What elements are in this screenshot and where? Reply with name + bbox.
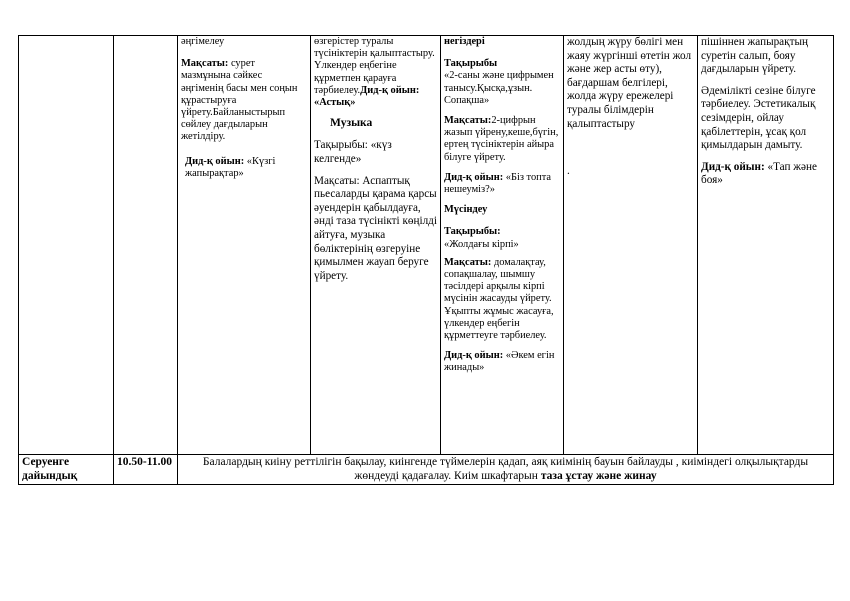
walk-prep-label: Серуенге дайындық	[19, 455, 114, 485]
col5-topic-label: Тақырыбы	[444, 58, 498, 70]
col5-game2-label: Дид-қ ойын:	[444, 350, 504, 362]
col4-topic	[314, 139, 437, 166]
walk-prep-text-bold: таза ұстау және жинау	[540, 470, 657, 482]
row1-col4	[311, 36, 441, 455]
row1-col6	[564, 36, 698, 455]
col7-text2: Әдемілікті сезіне білуге тәрбиелеу. Эстетикалық сезімдерін, ойлау қабілеттерін, ұсақ қол қимылдарын дамыту.	[701, 84, 816, 152]
col4-topic-text: «күз келгенде»	[314, 139, 392, 166]
walk-prep-description	[178, 455, 834, 485]
col3-line1: әңгімелеу	[181, 36, 225, 47]
col5-topic2-label: Тақырыбы:	[444, 226, 501, 238]
col4-music-title: Музыка	[330, 117, 373, 130]
row1-col1	[19, 36, 114, 455]
col5-goal	[444, 115, 560, 164]
col5-topic	[444, 58, 560, 107]
col4-topic-label: Тақырыбы:	[314, 139, 368, 152]
col3-game-label: Дид-қ ойын:	[185, 155, 245, 167]
col5-game2-text: «Әкем егін жинады»	[444, 350, 555, 374]
table-row-activities	[19, 36, 834, 455]
col5-goal2-text: домалақтау, сопақшалау, шымшу тәсілдері арқылы кірпі мүсінін жасауды үйрету. Ұқыпты жұмыс жасауға, үлкендер еңбегін құрметтеуге тәрбиелеу.	[444, 256, 554, 342]
col7-game	[701, 161, 830, 188]
col3-goal-label: Мақсаты:	[181, 58, 229, 70]
walk-prep-time: 10.50-11.00	[114, 455, 178, 485]
row1-col3	[178, 36, 311, 455]
col4-intro-text: өзгерістер туралы түсініктерін қалыптастыру. Үлкендер еңбегіне құрметпен қарауға тәрбиелеу.	[314, 36, 435, 96]
col5-heading: негіздері	[444, 36, 485, 47]
col5-game-text: «Біз топта нешеуміз?»	[444, 171, 551, 196]
col5-modeling-title: Мүсіндеу	[444, 204, 488, 216]
col5-topic-text: «2-саны және цифрымен танысу.Қысқа,ұзын. Сопақша»	[444, 70, 554, 106]
col5-topic2	[444, 226, 560, 250]
col5-game2	[444, 350, 560, 374]
col3-goal-text: сурет мазмұнына сәйкес әңгіменің басы мен соңын құрастыруға үйрету.Байланыстырып сөйлеу дағдыларын жетілдіру.	[181, 58, 298, 143]
col5-game	[444, 172, 560, 196]
col7-text1: пішіннен жапырақтың суретін салып, бояу дағдыларын үйрету.	[701, 36, 808, 76]
col5-topic2-text: «Жолдағы кірпі»	[444, 238, 519, 250]
col5-goal-text: 2-цифрын жазып үйрену,кеше,бүгін, ертең түсініктерін айыра білуге үйрету.	[444, 115, 559, 163]
walk-prep-text: Балалардың киіну реттілігін бақылау, киінгенде түймелерін қадап, аяқ киімінің бауын байлауды , киіміндегі олқылықтарды жөндеуді қадағалау. Киім шкафтарын	[202, 456, 809, 482]
col6-dot: .	[567, 165, 570, 178]
col5-goal2	[444, 257, 560, 342]
row1-col5	[441, 36, 564, 455]
col3-goal	[181, 58, 307, 143]
col4-game-text: «Астық»	[314, 97, 356, 109]
col7-game-text: «Тап және боя»	[701, 160, 817, 187]
row1-col2	[114, 36, 178, 455]
table-row-walk-prep	[19, 455, 834, 485]
col7-game-label: Дид-қ ойын:	[701, 160, 765, 173]
col4-goal: Мақсаты: Аспаптық пьесаларды қарама қарсы әуендерін қабылдауға, әнді таза түсінікті көңілді айтуға, музыка бөліктерінің өзгеруіне қимылмен жауап беруге үйрету.	[314, 174, 437, 282]
col3-game	[181, 156, 307, 180]
col3-game-text: «Күзгі жапырақтар»	[185, 155, 276, 179]
row1-col7	[698, 36, 834, 455]
col4-game-label: Дид-қ ойын:	[360, 84, 420, 96]
col6-text: жолдың жүру бөлігі мен жаяу жүргінші өтетін жол және жер асты өту), бағдаршам белгілері, жолда жүру ережелері туралы білімдерін қалыптастыру	[567, 36, 692, 130]
col5-goal-label: Мақсаты:	[444, 115, 492, 127]
col5-game-label: Дид-қ ойын:	[444, 171, 504, 183]
col4-intro	[314, 36, 437, 109]
col5-goal2-label: Мақсаты:	[444, 256, 492, 268]
schedule-table	[18, 35, 834, 485]
